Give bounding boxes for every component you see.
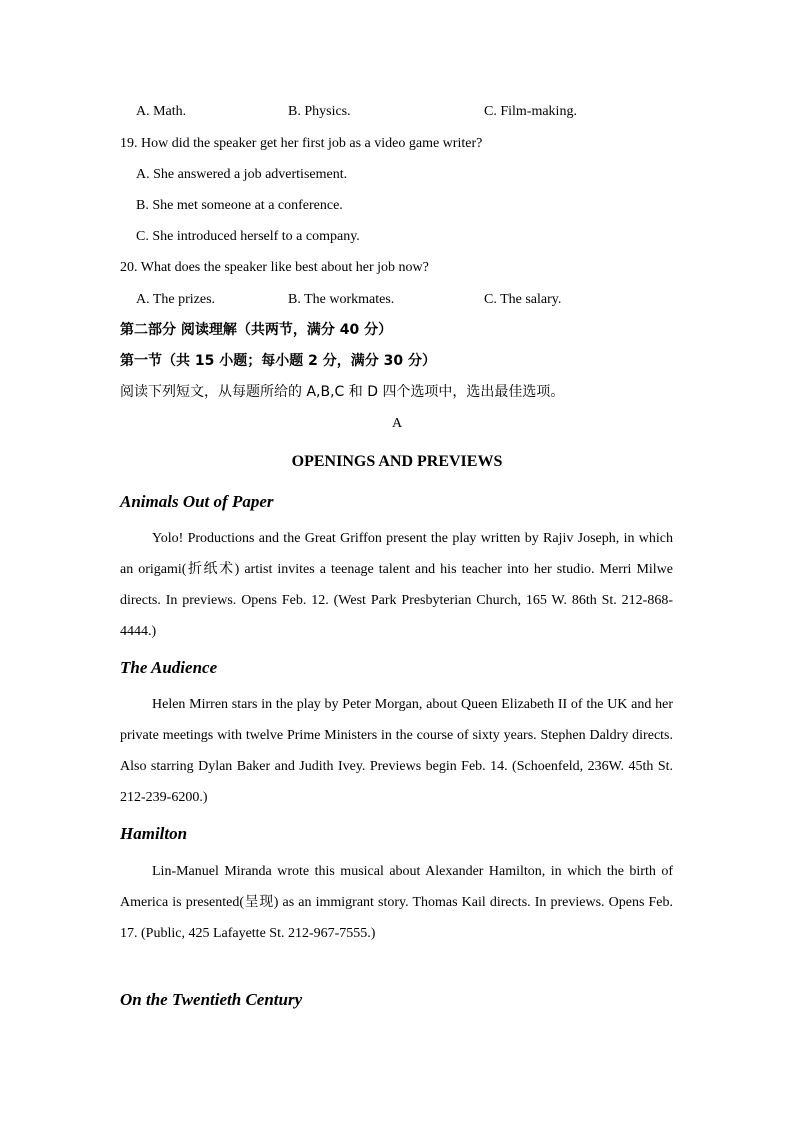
entry-title: Hamilton	[120, 824, 188, 843]
entry-text: Yolo! Productions and the Great Griffon present the play written by Rajiv Joseph, in which an origami(折纸术) artist invites a teenage talent and his teacher into her studio. Merri Milwe directs. In previews. Opens Feb. 12. (West Park Presbyterian Church, 165 W. 86th St. 212-868-4444.)	[120, 531, 673, 639]
q19-option-c: C. She introduced herself to a company.	[136, 229, 360, 244]
q18-option-a: A. Math.	[136, 104, 187, 119]
entry-title: The Audience	[120, 658, 218, 677]
entry-title: On the Twentieth Century	[120, 990, 303, 1009]
section2-part1-heading: 第一节（共 15 小题；每小题 2 分，满分 30 分）	[120, 353, 436, 369]
q18-option-c: C. Film-making.	[484, 104, 577, 119]
q19-option-a: A. She answered a job advertisement.	[136, 167, 348, 182]
passage-title: OPENINGS AND PREVIEWS	[291, 453, 503, 470]
entry-title: Animals Out of Paper	[120, 492, 274, 511]
passage-letter: A	[391, 416, 403, 431]
q20-option-c: C. The salary.	[484, 292, 562, 307]
q19-option-b: B. She met someone at a conference.	[136, 198, 343, 213]
q19-question: 19. How did the speaker get her first job as a video game writer?	[120, 136, 483, 151]
q20-question: 20. What does the speaker like best about her job now?	[120, 260, 429, 275]
q18-option-b: B. Physics.	[288, 104, 351, 119]
section2-heading: 第二部分 阅读理解（共两节，满分 40 分）	[120, 322, 393, 338]
entry-text: Lin-Manuel Miranda wrote this musical about Alexander Hamilton, in which the birth of America is presented(呈现) as an immigrant story. Thomas Kail directs. In previews. Opens Feb. 17. (Public, 425 Lafayette St. 212-967-7555.)	[120, 864, 673, 941]
q20-option-b: B. The workmates.	[288, 292, 395, 307]
section2-instructions: 阅读下列短文，从每题所给的 A,B,C 和 D 四个选项中，选出最佳选项。	[120, 384, 565, 400]
q20-option-a: A. The prizes.	[136, 292, 216, 307]
entry-text: Helen Mirren stars in the play by Peter Morgan, about Queen Elizabeth II of the UK and her private meetings with twelve Prime Ministers in the course of sixty years. Stephen Daldry directs. Also starring Dylan Baker and Judith Ivey. Previews begin Feb. 14. (Schoenfeld, 236W. 45th St. 212-239-6200.)	[120, 697, 673, 805]
